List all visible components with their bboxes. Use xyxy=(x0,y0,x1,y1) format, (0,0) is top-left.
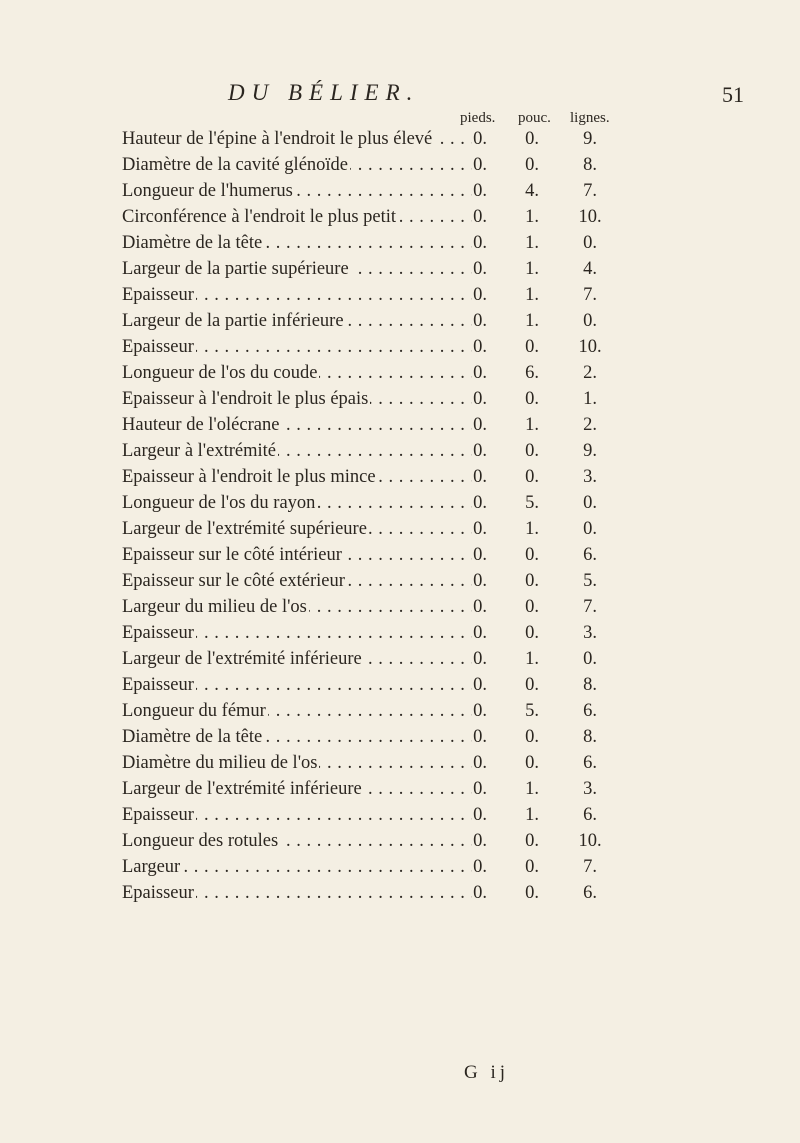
value-lignes: 7. xyxy=(583,285,597,305)
value-pouc: 0. xyxy=(525,727,539,747)
row-label xyxy=(122,464,472,490)
row-label-text: Longueur des rotules xyxy=(122,831,279,851)
value-pieds: 0. xyxy=(473,831,487,851)
value-pouc: 1. xyxy=(525,415,539,435)
value-lignes: 8. xyxy=(583,675,597,695)
value-lignes: 6. xyxy=(583,805,597,825)
value-pieds: 0. xyxy=(473,441,487,461)
row-label xyxy=(122,542,472,568)
row-label xyxy=(122,386,472,412)
value-pieds: 0. xyxy=(473,701,487,721)
table-row xyxy=(0,802,800,828)
value-lignes: 1. xyxy=(583,389,597,409)
value-pouc: 5. xyxy=(525,493,539,513)
value-pouc: 0. xyxy=(525,857,539,877)
value-pouc: 0. xyxy=(525,129,539,149)
row-label xyxy=(122,230,472,256)
row-label xyxy=(122,854,472,880)
value-pieds: 0. xyxy=(473,883,487,903)
row-label xyxy=(122,126,472,152)
table-row xyxy=(0,594,800,620)
value-lignes: 7. xyxy=(583,181,597,201)
value-pouc: 1. xyxy=(525,259,539,279)
value-pieds: 0. xyxy=(473,805,487,825)
row-label-text: Largeur de l'extrémité inférieure xyxy=(122,649,362,669)
page-header xyxy=(0,80,800,114)
row-label-text: Hauteur de l'épine à l'endroit le plus élevé xyxy=(122,129,433,149)
value-pouc: 0. xyxy=(525,337,539,357)
table-row xyxy=(0,230,800,256)
page-number: 51 xyxy=(722,82,744,107)
table-row xyxy=(0,750,800,776)
column-header-pouc: pouc. xyxy=(518,110,551,126)
value-pieds: 0. xyxy=(473,181,487,201)
value-pouc: 1. xyxy=(525,649,539,669)
value-pouc: 1. xyxy=(525,779,539,799)
value-pouc: 0. xyxy=(525,571,539,591)
value-pouc: 0. xyxy=(525,441,539,461)
row-label xyxy=(122,516,472,542)
row-label xyxy=(122,256,472,282)
row-label xyxy=(122,828,472,854)
row-label-text: Longueur de l'os du coude xyxy=(122,363,318,383)
value-pouc: 0. xyxy=(525,831,539,851)
row-label-text: Diamètre de la tête xyxy=(122,233,263,253)
value-pieds: 0. xyxy=(473,753,487,773)
value-lignes: 0. xyxy=(583,311,597,331)
row-label-text: Epaisseur sur le côté intérieur xyxy=(122,545,342,565)
value-lignes: 5. xyxy=(583,571,597,591)
row-label xyxy=(122,178,472,204)
row-label xyxy=(122,490,472,516)
value-pieds: 0. xyxy=(473,779,487,799)
value-lignes: 7. xyxy=(583,597,597,617)
row-label xyxy=(122,152,472,178)
row-label-text: Epaisseur sur le côté extérieur xyxy=(122,571,345,591)
table-row xyxy=(0,126,800,152)
row-label-text: Epaisseur xyxy=(122,805,194,825)
value-pieds: 0. xyxy=(473,155,487,175)
value-lignes: 9. xyxy=(583,441,597,461)
row-label xyxy=(122,620,472,646)
value-pieds: 0. xyxy=(473,545,487,565)
row-label xyxy=(122,646,472,672)
value-pieds: 0. xyxy=(473,337,487,357)
table-row xyxy=(0,334,800,360)
value-pouc: 0. xyxy=(525,623,539,643)
table-row xyxy=(0,438,800,464)
table-row xyxy=(0,542,800,568)
value-lignes: 8. xyxy=(583,155,597,175)
value-pouc: 5. xyxy=(525,701,539,721)
row-label-text: Epaisseur xyxy=(122,623,194,643)
value-pouc: 1. xyxy=(525,519,539,539)
row-label-text: Largeur de la partie inférieure xyxy=(122,311,344,331)
row-label-text: Diamètre de la tête xyxy=(122,727,263,747)
table-row xyxy=(0,516,800,542)
row-label xyxy=(122,204,472,230)
table-row xyxy=(0,880,800,906)
row-label xyxy=(122,776,472,802)
table-row xyxy=(0,360,800,386)
value-pouc: 0. xyxy=(525,467,539,487)
value-pieds: 0. xyxy=(473,467,487,487)
value-pieds: 0. xyxy=(473,649,487,669)
row-label xyxy=(122,698,472,724)
row-label xyxy=(122,412,472,438)
row-label-text: Diamètre du milieu de l'os xyxy=(122,753,318,773)
value-pieds: 0. xyxy=(473,623,487,643)
row-label xyxy=(122,334,472,360)
table-row xyxy=(0,672,800,698)
value-lignes: 10. xyxy=(578,831,602,851)
value-pouc: 1. xyxy=(525,285,539,305)
row-label-text: Longueur de l'humerus xyxy=(122,181,293,201)
value-pouc: 0. xyxy=(525,675,539,695)
value-lignes: 3. xyxy=(583,623,597,643)
row-label xyxy=(122,802,472,828)
row-label xyxy=(122,568,472,594)
table-row xyxy=(0,828,800,854)
table-row xyxy=(0,386,800,412)
row-label xyxy=(122,880,472,906)
value-lignes: 3. xyxy=(583,467,597,487)
row-label-text: Epaisseur xyxy=(122,285,194,305)
row-label-text: Largeur xyxy=(122,857,181,877)
signature-mark: G ij xyxy=(464,1062,510,1083)
value-lignes: 0. xyxy=(583,233,597,253)
value-pieds: 0. xyxy=(473,207,487,227)
value-pouc: 0. xyxy=(525,883,539,903)
value-pieds: 0. xyxy=(473,311,487,331)
row-label-text: Diamètre de la cavité glénoïde xyxy=(122,155,349,175)
value-pieds: 0. xyxy=(473,389,487,409)
table-row xyxy=(0,256,800,282)
value-lignes: 9. xyxy=(583,129,597,149)
value-pieds: 0. xyxy=(473,415,487,435)
row-label xyxy=(122,438,472,464)
value-pouc: 0. xyxy=(525,753,539,773)
row-label-text: Longueur de l'os du rayon xyxy=(122,493,316,513)
value-pouc: 1. xyxy=(525,805,539,825)
value-pouc: 0. xyxy=(525,155,539,175)
table-row xyxy=(0,282,800,308)
value-pouc: 0. xyxy=(525,545,539,565)
value-lignes: 2. xyxy=(583,415,597,435)
value-lignes: 6. xyxy=(583,701,597,721)
row-label xyxy=(122,750,472,776)
row-label-text: Hauteur de l'olécrane xyxy=(122,415,280,435)
row-label-text: Circonférence à l'endroit le plus petit xyxy=(122,207,397,227)
value-pieds: 0. xyxy=(473,675,487,695)
row-label-text: Largeur du milieu de l'os xyxy=(122,597,307,617)
table-row xyxy=(0,412,800,438)
value-pouc: 4. xyxy=(525,181,539,201)
value-pieds: 0. xyxy=(473,571,487,591)
row-label-text: Largeur de l'extrémité inférieure xyxy=(122,779,362,799)
value-pieds: 0. xyxy=(473,259,487,279)
row-label xyxy=(122,672,472,698)
row-label xyxy=(122,594,472,620)
row-label-text: Epaisseur à l'endroit le plus mince xyxy=(122,467,376,487)
table-row xyxy=(0,152,800,178)
table-row xyxy=(0,646,800,672)
value-lignes: 3. xyxy=(583,779,597,799)
table-row xyxy=(0,178,800,204)
value-lignes: 0. xyxy=(583,493,597,513)
row-label-text: Epaisseur xyxy=(122,675,194,695)
row-label-text: Epaisseur xyxy=(122,883,194,903)
value-pieds: 0. xyxy=(473,493,487,513)
row-label-text: Largeur de la partie supérieure xyxy=(122,259,349,279)
value-lignes: 8. xyxy=(583,727,597,747)
table-row xyxy=(0,490,800,516)
value-pieds: 0. xyxy=(473,727,487,747)
row-label xyxy=(122,308,472,334)
column-header-lignes: lignes. xyxy=(570,110,610,126)
row-label xyxy=(122,282,472,308)
value-lignes: 6. xyxy=(583,883,597,903)
table-row xyxy=(0,464,800,490)
value-pieds: 0. xyxy=(473,285,487,305)
value-pouc: 6. xyxy=(525,363,539,383)
table-row xyxy=(0,204,800,230)
value-lignes: 0. xyxy=(583,519,597,539)
row-label-text: Largeur à l'extrémité xyxy=(122,441,276,461)
value-pieds: 0. xyxy=(473,857,487,877)
value-lignes: 7. xyxy=(583,857,597,877)
value-pouc: 1. xyxy=(525,207,539,227)
value-pouc: 0. xyxy=(525,597,539,617)
value-pouc: 1. xyxy=(525,311,539,331)
row-label xyxy=(122,360,472,386)
row-label-text: Epaisseur xyxy=(122,337,194,357)
table-row xyxy=(0,776,800,802)
value-lignes: 10. xyxy=(578,207,602,227)
row-label-text: Epaisseur à l'endroit le plus épais xyxy=(122,389,369,409)
table-row xyxy=(0,698,800,724)
value-lignes: 4. xyxy=(583,259,597,279)
table-row xyxy=(0,568,800,594)
running-title: DU BÉLIER. xyxy=(228,80,420,105)
row-label-text: Largeur de l'extrémité supérieure xyxy=(122,519,367,539)
value-lignes: 6. xyxy=(583,545,597,565)
row-label-text: Longueur du fémur xyxy=(122,701,266,721)
value-pieds: 0. xyxy=(473,129,487,149)
table-row xyxy=(0,724,800,750)
column-header-pieds: pieds. xyxy=(460,110,496,126)
value-lignes: 6. xyxy=(583,753,597,773)
value-lignes: 10. xyxy=(578,337,602,357)
value-lignes: 2. xyxy=(583,363,597,383)
table-row xyxy=(0,854,800,880)
value-pieds: 0. xyxy=(473,233,487,253)
value-pouc: 1. xyxy=(525,233,539,253)
row-label xyxy=(122,724,472,750)
value-pouc: 0. xyxy=(525,389,539,409)
table-row xyxy=(0,620,800,646)
table-row xyxy=(0,308,800,334)
value-pieds: 0. xyxy=(473,363,487,383)
value-pieds: 0. xyxy=(473,597,487,617)
value-lignes: 0. xyxy=(583,649,597,669)
value-pieds: 0. xyxy=(473,519,487,539)
